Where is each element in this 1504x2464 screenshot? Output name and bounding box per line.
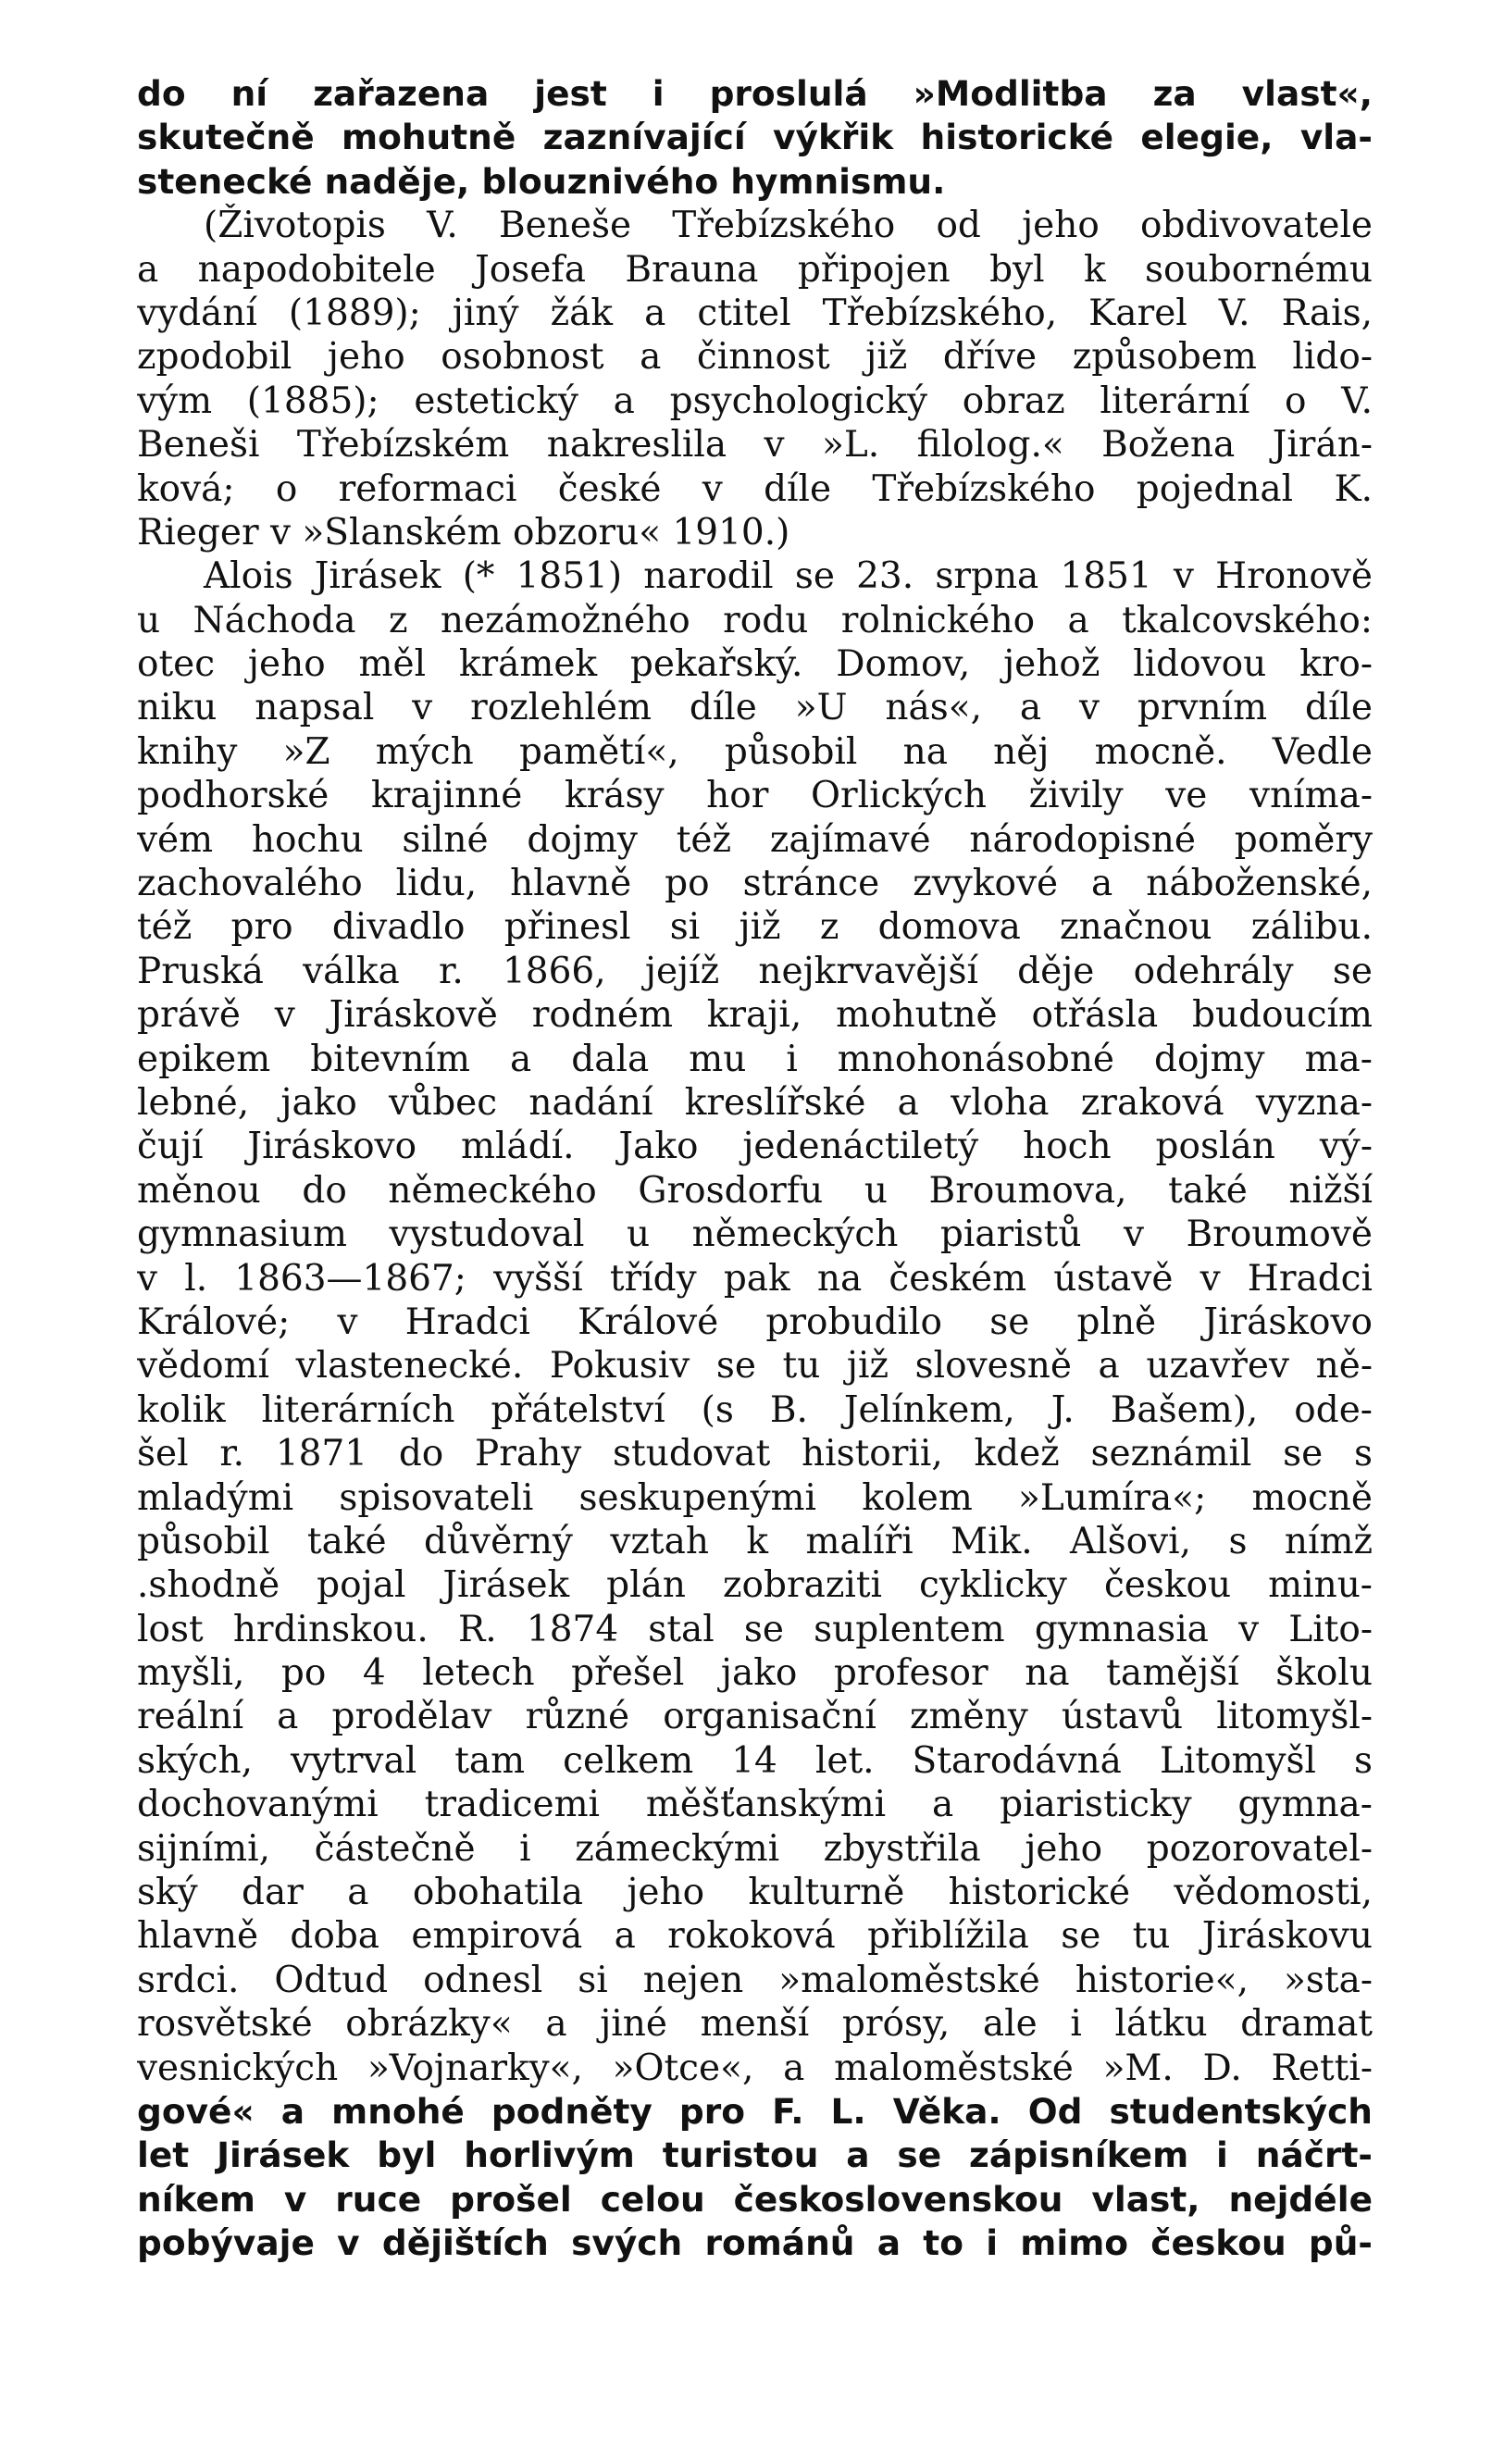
text-line: dochovanými tradicemi měšťanskými a piaristicky gymna- bbox=[137, 1784, 1373, 1826]
text-line: sijními, částečně i zámeckými zbystřila jeho pozorovatel- bbox=[137, 1827, 1373, 1870]
text-line: kolik literárních přátelství (s B. Jelínkem, J. Bašem), ode- bbox=[137, 1388, 1373, 1431]
text-line: gymnasium vystudoval u německých piaristů v Broumově bbox=[137, 1213, 1373, 1256]
text-line: stenecké naděje, blouznivého hymnismu. bbox=[137, 160, 946, 202]
text-line: do ní zařazena jest i proslulá »Modlitba za vlast«, bbox=[137, 73, 1373, 114]
text-line: a napodobitele Josefa Brauna připojen byl k soubornému bbox=[137, 248, 1373, 291]
text-line: reální a prodělav různé organisační změny ústavů litomyšl- bbox=[137, 1696, 1373, 1738]
text-line: gové« a mnohé podněty pro F. L. Věka. Od studentských bbox=[137, 2090, 1373, 2132]
text-line: hlavně doba empirová a rokoková přiblížila se tu Jiráskovu bbox=[137, 1915, 1373, 1958]
text-line: Rieger v »Slanském obzoru« 1910.) bbox=[137, 511, 790, 554]
text-line: též pro divadlo přinesl si již z domova značnou zálibu. bbox=[137, 906, 1373, 949]
text-line: podhorské krajinné krásy hor Orlických živily ve vníma- bbox=[137, 775, 1373, 817]
text-line: ských, vytrval tam celkem 14 let. Starodávná Litomyšl s bbox=[137, 1739, 1373, 1782]
text-line: měnou do německého Grosdorfu u Broumova, také nižší bbox=[137, 1169, 1373, 1212]
text-line: myšli, po 4 letech přešel jako profesor na tamější školu bbox=[137, 1652, 1373, 1695]
text-line: rosvětské obrázky« a jiné menší prósy, ale i látku dramat bbox=[137, 2003, 1373, 2046]
text-line: vědomí vlastenecké. Pokusiv se tu již slovesně a uzavřev ně- bbox=[137, 1345, 1373, 1388]
text-line: skutečně mohutně zaznívající výkřik historické elegie, vla- bbox=[137, 117, 1373, 158]
text-line: knihy »Z mých pamětí«, působil na něj mocně. Vedle bbox=[137, 730, 1373, 773]
text-line: působil také důvěrný vztah k malíři Mik. Alšovi, s nímž bbox=[137, 1520, 1373, 1562]
text-line: vesnických »Vojnarky«, »Otce«, a maloměstské »M. D. Retti- bbox=[137, 2047, 1373, 2089]
text-line: čují Jiráskovo mládí. Jako jedenáctiletý hoch poslán vý- bbox=[137, 1126, 1373, 1168]
text-line: ský dar a obohatila jeho kulturně historické vědomosti, bbox=[137, 1872, 1373, 1914]
text-line: vým (1885); estetický a psychologický obraz literární o V. bbox=[137, 380, 1373, 422]
text-line: srdci. Odtud odnesl si nejen »maloměstské historie«, »sta- bbox=[137, 1959, 1373, 2001]
text-line: zpodobil jeho osobnost a činnost již dříve způsobem lido- bbox=[137, 336, 1373, 379]
text-line: Králové; v Hradci Králové probudilo se plně Jiráskovo bbox=[137, 1300, 1373, 1343]
text-line: let Jirásek byl horlivým turistou a se zápisníkem i náčrt- bbox=[137, 2134, 1373, 2176]
text-line: lost hrdinskou. R. 1874 stal se suplentem gymnasia v Lito- bbox=[137, 1608, 1373, 1650]
paragraph-start-line: Alois Jirásek (* 1851) narodil se 23. srpna 1851 v Hronově bbox=[204, 555, 1373, 598]
text-line: .shodně pojal Jirásek plán zobraziti cyklicky českou minu- bbox=[137, 1564, 1373, 1607]
text-line: ková; o reformaci české v díle Třebízského pojednal K. bbox=[137, 467, 1373, 510]
text-line: právě v Jiráskově rodném kraji, mohutně otřásla budoucím bbox=[137, 994, 1373, 1037]
text-line: lebné, jako vůbec nadání kreslířské a vloha zraková vyzna- bbox=[137, 1081, 1373, 1124]
text-line: šel r. 1871 do Prahy studovat historii, kdež seznámil se s bbox=[137, 1433, 1373, 1475]
text-line: Beneši Třebízském nakreslila v »L. filolog.« Božena Jirán- bbox=[137, 424, 1373, 467]
document-page bbox=[137, 72, 1373, 2266]
paragraph-start-line: (Životopis V. Beneše Třebízského od jeho obdivovatele bbox=[204, 205, 1373, 247]
text-line: níkem v ruce prošel celou československou vlast, nejdéle bbox=[137, 2178, 1373, 2220]
text-line: pobývaje v dějištích svých románů a to i mimo českou pů- bbox=[137, 2222, 1373, 2264]
text-line: zachovalého lidu, hlavně po stránce zvykové a náboženské, bbox=[137, 863, 1373, 905]
text-line: epikem bitevním a dala mu i mnohonásobné dojmy ma- bbox=[137, 1038, 1373, 1080]
text-line: vydání (1889); jiný žák a ctitel Třebízského, Karel V. Rais, bbox=[137, 292, 1373, 334]
text-line: otec jeho měl krámek pekařský. Domov, jehož lidovou kro- bbox=[137, 643, 1373, 686]
text-line: v l. 1863—1867; vyšší třídy pak na českém ústavě v Hradci bbox=[137, 1257, 1373, 1300]
text-line: Pruská válka r. 1866, jejíž nejkrvavější děje odehrály se bbox=[137, 950, 1373, 992]
text-line: u Náchoda z nezámožného rodu rolnického a tkalcovského: bbox=[137, 599, 1373, 641]
text-line: niku napsal v rozlehlém díle »U nás«, a v prvním díle bbox=[137, 687, 1373, 729]
text-line: vém hochu silné dojmy též zajímavé národopisné poměry bbox=[137, 818, 1373, 861]
text-line: mladými spisovateli seskupenými kolem »Lumíra«; mocně bbox=[137, 1476, 1373, 1519]
